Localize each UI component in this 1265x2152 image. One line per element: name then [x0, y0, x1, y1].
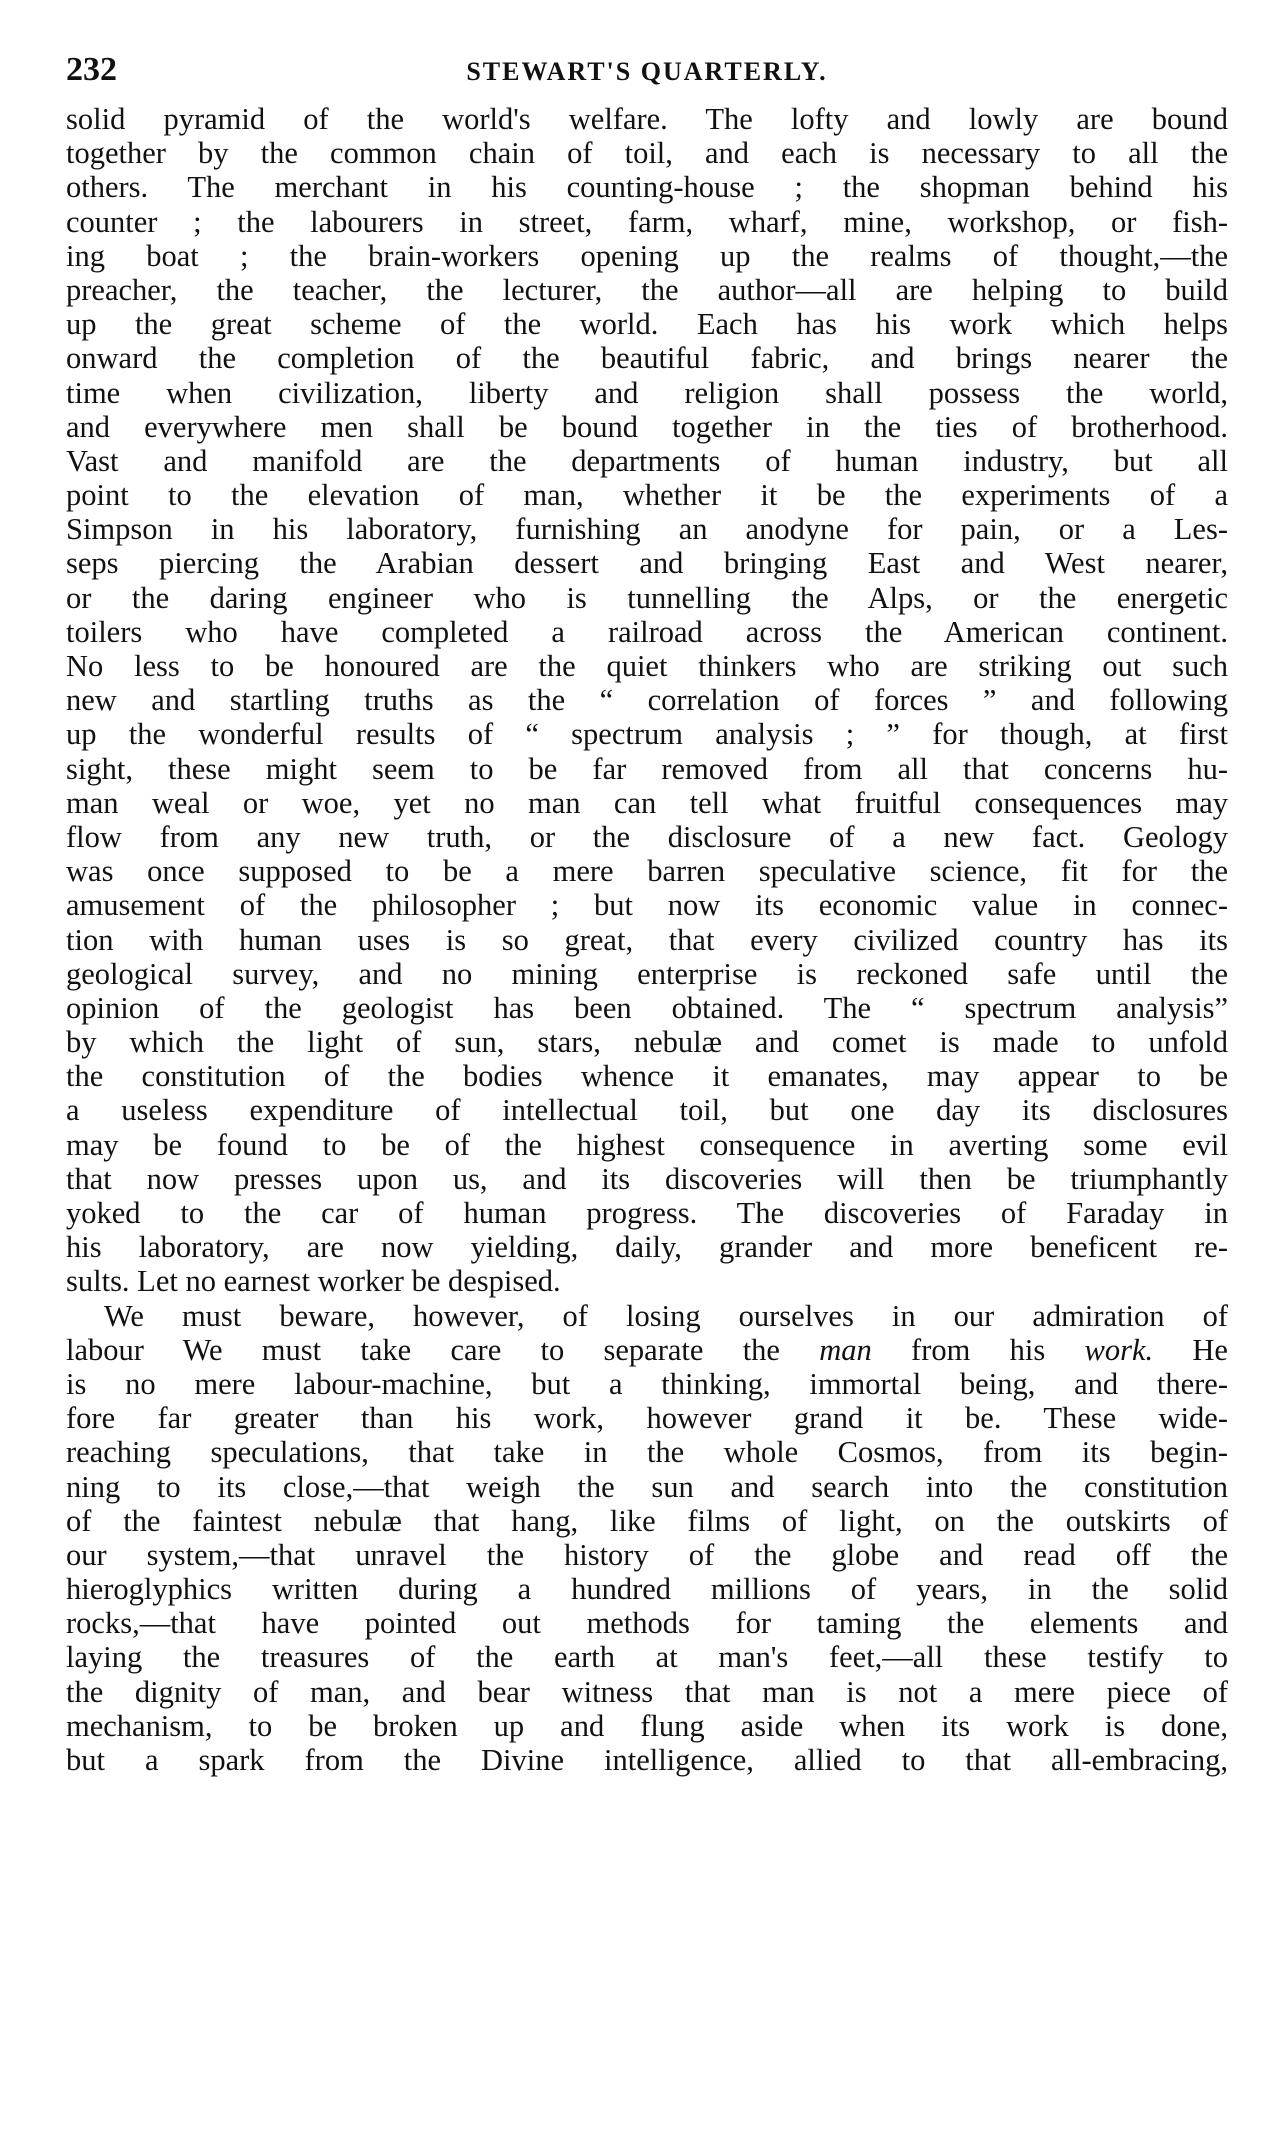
- text-line: opinion of the geologist has been obtained. The “ spectrum analysis”: [66, 990, 1228, 1025]
- text-line: onward the completion of the beautiful fabric, and brings nearer the: [66, 341, 1228, 376]
- text-line: that now presses upon us, and its discoveries will then be triumphantly: [66, 1161, 1228, 1196]
- text-line: man weal or woe, yet no man can tell what fruitful consequences may: [66, 785, 1228, 820]
- text-line: his laboratory, are now yielding, daily, grander and more beneficent re-: [66, 1230, 1228, 1265]
- text-line: We must beware, however, of losing ourselves in our admiration of: [104, 1298, 1228, 1333]
- text-line: seps piercing the Arabian dessert and bringing East and West nearer,: [66, 546, 1228, 581]
- text-line: may be found to be of the highest consequence in averting some evil: [66, 1127, 1228, 1162]
- text-line: amusement of the philosopher ; but now its economic value in connec-: [66, 888, 1228, 923]
- text-line: laying the treasures of the earth at man's feet,—all these testify to: [66, 1640, 1228, 1675]
- text-line: ing boat ; the brain-workers opening up the realms of thought,—the: [66, 238, 1228, 273]
- text-line: hieroglyphics written during a hundred millions of years, in the solid: [66, 1572, 1228, 1607]
- text-line: mechanism, to be broken up and flung aside when its work is done,: [66, 1708, 1228, 1743]
- text-line: is no mere labour-machine, but a thinking, immortal being, and there-: [66, 1366, 1228, 1401]
- text-line: up the great scheme of the world. Each has his work which helps: [66, 307, 1228, 342]
- text-line: sight, these might seem to be far removed from all that concerns hu-: [66, 751, 1228, 786]
- text-line: toilers who have completed a railroad across the American continent.: [66, 614, 1228, 649]
- text-line: tion with human uses is so great, that every civilized country has its: [66, 922, 1228, 957]
- line-segment: labour We must take care to separate the: [66, 1332, 820, 1367]
- text-line: our system,—that unravel the history of the globe and read off the: [66, 1537, 1228, 1572]
- text-line: Vast and manifold are the departments of human industry, but all: [66, 443, 1228, 478]
- text-line: geological survey, and no mining enterprise is reckoned safe until the: [66, 956, 1228, 991]
- paragraph-2: [66, 1299, 1228, 1778]
- text-line: sults. Let no earnest worker be despised.: [66, 1264, 561, 1299]
- line-segment: from his: [871, 1332, 1085, 1367]
- text-line: by which the light of sun, stars, nebulæ and comet is made to unfold: [66, 1025, 1228, 1060]
- text-line: or the daring engineer who is tunnelling the Alps, or the energetic: [66, 580, 1228, 615]
- document-page: [66, 50, 1228, 1777]
- text-line-with-italics: [66, 1333, 1228, 1367]
- running-head: [66, 50, 1228, 102]
- text-line: others. The merchant in his counting-house ; the shopman behind his: [66, 170, 1228, 205]
- text-line: fore far greater than his work, however grand it be. These wide-: [66, 1401, 1228, 1436]
- text-line: together by the common chain of toil, and each is necessary to all the: [66, 136, 1228, 171]
- line-segment: He: [1153, 1332, 1228, 1367]
- italic-work: work.: [1084, 1332, 1154, 1367]
- text-line: yoked to the car of human progress. The discoveries of Faraday in: [66, 1196, 1228, 1230]
- text-line: No less to be honoured are the quiet thinkers who are striking out such: [66, 649, 1228, 683]
- text-line: was once supposed to be a mere barren speculative science, fit for the: [66, 854, 1228, 889]
- text-line: of the faintest nebulæ that hang, like films of light, on the outskirts of: [66, 1503, 1228, 1538]
- text-line: the dignity of man, and bear witness that man is not a mere piece of: [66, 1674, 1228, 1709]
- text-line: a useless expenditure of intellectual toil, but one day its disclosures: [66, 1093, 1228, 1128]
- text-line: and everywhere men shall be bound together in the ties of brotherhood.: [66, 409, 1228, 444]
- journal-title: STEWART'S QUARTERLY.: [466, 57, 828, 86]
- text-line: flow from any new truth, or the disclosure of a new fact. Geology: [66, 819, 1228, 854]
- text-line: rocks,—that have pointed out methods for taming the elements and: [66, 1606, 1228, 1641]
- text-line: solid pyramid of the world's welfare. The lofty and lowly are bound: [66, 102, 1228, 136]
- text-line: reaching speculations, that take in the whole Cosmos, from its begin-: [66, 1435, 1228, 1470]
- page-number: 232: [66, 51, 117, 88]
- text-line: time when civilization, liberty and religion shall possess the world,: [66, 375, 1228, 410]
- italic-man: man: [819, 1332, 872, 1367]
- text-line: ning to its close,—that weigh the sun and search into the constitution: [66, 1469, 1228, 1504]
- text-line: point to the elevation of man, whether it be the experiments of a: [66, 478, 1228, 513]
- text-line: preacher, the teacher, the lecturer, the author—all are helping to build: [66, 272, 1228, 307]
- text-line: but a spark from the Divine intelligence, allied to that all-embracing,: [66, 1743, 1228, 1777]
- text-line: up the wonderful results of “ spectrum analysis ; ” for though, at first: [66, 717, 1228, 752]
- text-line: the constitution of the bodies whence it emanates, may appear to be: [66, 1059, 1228, 1094]
- paragraph-1: [66, 102, 1228, 1299]
- text-line: new and startling truths as the “ correlation of forces ” and following: [66, 683, 1228, 718]
- text-line: counter ; the labourers in street, farm, wharf, mine, workshop, or fish-: [66, 204, 1228, 239]
- text-line: Simpson in his laboratory, furnishing an anodyne for pain, or a Les-: [66, 512, 1228, 547]
